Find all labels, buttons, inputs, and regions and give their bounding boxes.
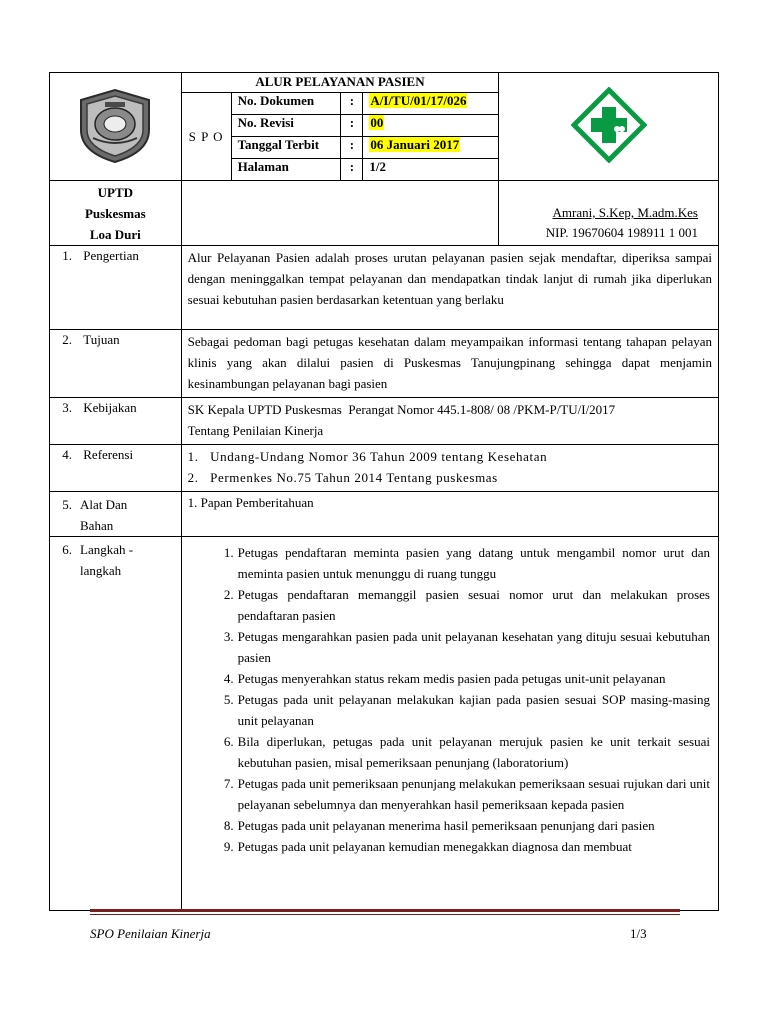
referensi-item: 1. Undang-Undang Nomor 36 Tahun 2009 tentang Kesehatan — [187, 449, 548, 464]
step-number: 5. — [223, 692, 234, 707]
langkah-steps-cell — [181, 537, 718, 911]
spo-label-cell — [181, 93, 231, 181]
step-item — [212, 542, 710, 584]
referensi-item: 2. Permenkes No.75 Tahun 2014 Tentang puskesmas — [187, 470, 498, 485]
step-number: 2. — [223, 587, 234, 602]
step-text: Petugas menyerahkan status rekam medis pasien pada petugas unit-unit pelayanan — [237, 671, 666, 686]
issue-date-sep-cell — [341, 137, 363, 159]
step-number: 8. — [223, 818, 234, 833]
step-text: Petugas pada unit pelayanan kemudian menegakkan diagnosa dan membuat — [237, 839, 632, 854]
separator: : — [349, 159, 355, 174]
revision-sep-cell — [341, 115, 363, 137]
steps-list — [182, 537, 718, 857]
step-text: Petugas pada unit pelayanan melakukan kajian pada pasien sesuai SOP masing-masing unit pelayanan — [237, 692, 710, 728]
step-number: 9. — [223, 839, 234, 854]
org-blank-cell — [181, 181, 499, 246]
step-text: Petugas mengarahkan pasien pada unit pelayanan kesehatan yang dituju sesuai kebutuhan pasien — [237, 629, 710, 665]
header-title-cell — [181, 73, 499, 93]
separator: : — [349, 93, 355, 108]
signer-name: Amrani, S.Kep, M.adm.Kes — [552, 205, 698, 220]
footer-rule-thin — [90, 914, 680, 915]
step-number: 1. — [223, 545, 234, 560]
separator: : — [349, 137, 355, 152]
doc-number-value: A/I/TU/01/17/026 — [370, 93, 467, 108]
step-item — [212, 626, 710, 668]
kebijakan-label-cell — [50, 398, 182, 445]
step-item — [212, 731, 710, 773]
pengertian-label-cell — [50, 246, 182, 330]
footer-page-number: 1/3 — [630, 926, 647, 941]
puskesmas-cross-icon — [571, 87, 647, 163]
step-number: 7. — [223, 776, 234, 791]
issue-date-value-cell — [363, 137, 499, 159]
alat-label-cell — [50, 492, 182, 537]
step-text: Petugas pendaftaran memanggil pasien sesuai nomor urut dan melakukan proses pendaftaran pasien — [237, 587, 710, 623]
section-number: 6. — [62, 542, 72, 557]
org-line-2: Puskesmas — [84, 206, 146, 221]
right-logo-cell — [499, 73, 719, 181]
step-item — [212, 773, 710, 815]
step-number: 6. — [223, 734, 234, 749]
page-label: Halaman — [237, 159, 289, 174]
step-text: Petugas pada unit pelayanan menerima hasil pemeriksaan penunjang dari pasien — [237, 818, 655, 833]
section-number: 4. — [62, 447, 72, 462]
org-line-3: Loa Duri — [89, 227, 141, 242]
revision-label-cell — [231, 115, 341, 137]
kebijakan-cell — [181, 398, 718, 445]
step-item — [212, 836, 710, 857]
separator: : — [349, 115, 355, 130]
tujuan-text: Sebagai pedoman bagi petugas kesehatan dalam meyampaikan informasi tentang tahapan pelayan klinis yang akan dilalui pasien di Puskesmas Tanujungpinang sehingga dapat menjamin kesinambungan pelayanan bagi pasien — [181, 330, 718, 398]
step-text: Petugas pada unit pemeriksaan penunjang melakukan pemeriksaan sesuai rujukan dari unit pelayanan sebelumnya dan menyerahkan hasil pemeriksaan kepada pasien — [237, 776, 710, 812]
alat-text: 1. Papan Pemberitahuan — [181, 492, 718, 537]
section-number: 2. — [62, 332, 72, 347]
page-value: 1/2 — [369, 159, 387, 174]
section-label: Kebijakan — [83, 400, 137, 415]
step-text: Bila diperlukan, petugas pada unit pelayanan merujuk pasien ke unit terkait sesuai kebutuhan pasien, misal pemeriksaan penunjang (laboratorium) — [237, 734, 710, 770]
revision-label: No. Revisi — [237, 115, 294, 130]
section-label: Referensi — [83, 447, 134, 462]
tujuan-label-cell — [50, 330, 182, 398]
doc-number-value-cell — [363, 93, 499, 115]
section-number: 5. — [62, 497, 72, 512]
step-number: 3. — [223, 629, 234, 644]
issue-date-label: Tanggal Terbit — [237, 137, 320, 152]
section-label-2: langkah — [80, 563, 122, 578]
section-label: Alat Dan — [80, 497, 128, 512]
kebijakan-line-2: Tentang Penilaian Kinerja — [187, 423, 324, 438]
left-logo-cell — [50, 73, 182, 181]
page-label-cell — [231, 159, 341, 181]
section-label-2: Bahan — [80, 518, 114, 533]
revision-value-cell — [363, 115, 499, 137]
section-number: 3. — [62, 400, 72, 415]
section-label: Pengertian — [83, 248, 139, 263]
page-sep-cell — [341, 159, 363, 181]
document-title: ALUR PELAYANAN PASIEN — [255, 74, 425, 89]
step-item — [212, 584, 710, 626]
page-value-cell — [363, 159, 499, 181]
doc-number-label-cell — [231, 93, 341, 115]
regional-emblem-icon — [75, 86, 155, 164]
pengertian-text: Alur Pelayanan Pasien adalah proses urutan pelayanan pasien sejak mendaftar, diperiksa sampai dengan meninggalkan tempat pelayanan dan mendapatkan tindak lanjut di rumah jika diperlukan sesuai kebutuhan pasien berdasarkan ketentuan yang berlaku — [181, 246, 718, 330]
org-line-1: UPTD — [97, 185, 134, 200]
step-item — [212, 815, 710, 836]
revision-value: 00 — [370, 115, 384, 130]
referensi-cell — [181, 445, 718, 492]
footer-doc-name: SPO Penilaian Kinerja — [90, 926, 211, 941]
org-cell — [50, 181, 182, 246]
step-item — [212, 689, 710, 731]
step-item — [212, 668, 710, 689]
section-number: 1. — [62, 248, 72, 263]
doc-number-label: No. Dokumen — [237, 93, 315, 108]
step-text: Petugas pendaftaran meminta pasien yang datang untuk mengambil nomor urut dan meminta pasien untuk menunggu di ruang tunggu — [237, 545, 710, 581]
spo-table — [49, 72, 719, 911]
issue-date-value: 06 Januari 2017 — [370, 137, 460, 152]
doc-number-sep-cell — [341, 93, 363, 115]
section-label: Tujuan — [83, 332, 120, 347]
step-number: 4. — [223, 671, 234, 686]
signer-cell — [499, 181, 719, 246]
section-label: Langkah - — [80, 542, 134, 557]
spo-label: S P O — [188, 128, 224, 144]
footer-rule-thick — [90, 909, 680, 912]
referensi-label-cell — [50, 445, 182, 492]
issue-date-label-cell — [231, 137, 341, 159]
langkah-label-cell — [50, 537, 182, 911]
signer-nip: NIP. 19670604 198911 1 001 — [545, 225, 698, 240]
kebijakan-line-1: SK Kepala UPTD Puskesmas Perangat Nomor 445.1-808/ 08 /PKM-P/TU/I/2017 — [187, 402, 616, 417]
